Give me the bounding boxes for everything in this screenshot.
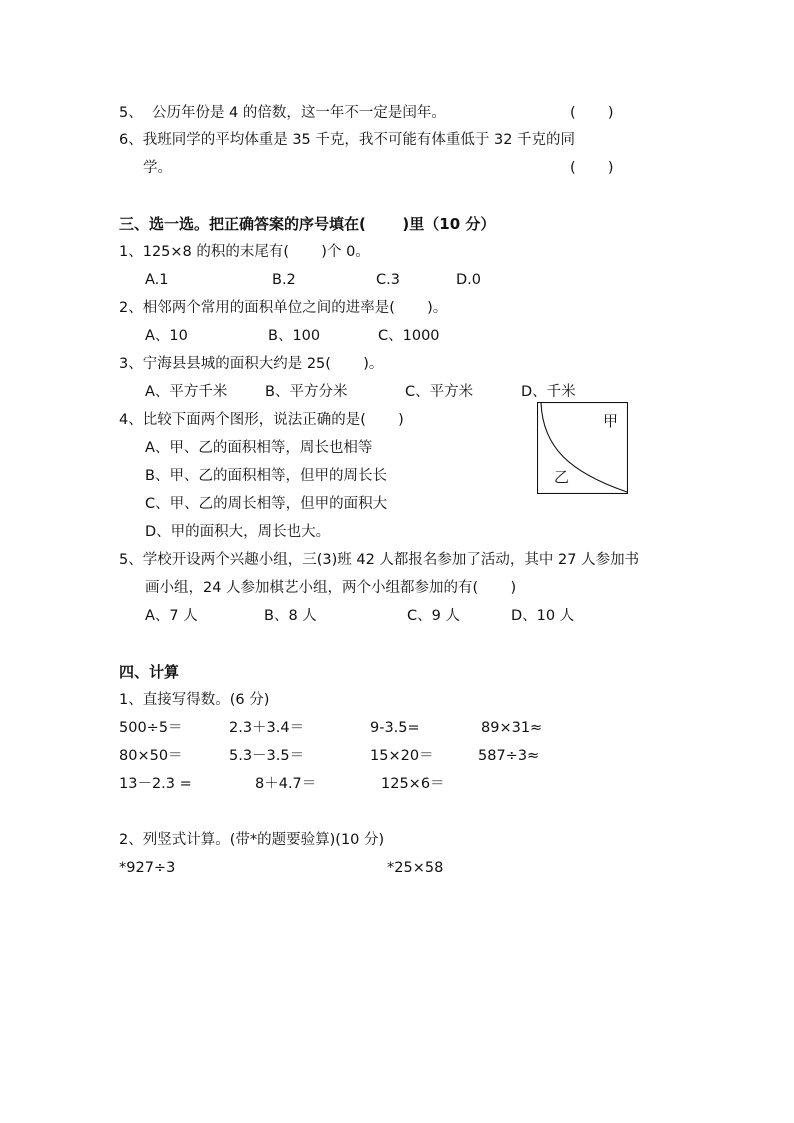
s3-q1-stem: 1、125×8 的积的末尾有( )个 0。 (119, 244, 370, 260)
s3-q5-option-d[interactable]: D、10 人 (511, 608, 575, 624)
s3-q5-option-c[interactable]: C、9 人 (407, 608, 460, 624)
s3-q3-option-c[interactable]: C、平方米 (405, 384, 474, 400)
section4-heading: 四、计算 (119, 663, 180, 681)
s4-p1-title: 1、直接写得数。(6 分) (119, 692, 270, 708)
s3-q4-option-c[interactable]: C、甲、乙的周长相等，但甲的面积大 (145, 496, 388, 512)
calc-item: 13－2.3 = (119, 776, 192, 792)
judgement-q6-answer-blank[interactable]: ( ) (570, 160, 614, 176)
s3-q3-stem: 3、宁海县县城的面积大约是 25( )。 (119, 356, 384, 372)
s3-q3-option-d[interactable]: D、千米 (521, 384, 576, 400)
s3-q4-option-b[interactable]: B、甲、乙的面积相等，但甲的周长长 (145, 468, 387, 484)
s3-q5-line1: 5、学校开设两个兴趣小组，三(3)班 42 人都报名参加了活动，其中 27 人参加书 (119, 552, 640, 568)
judgement-q6-line1: 6、我班同学的平均体重是 35 千克，我不可能有体重低于 32 千克的同 (119, 132, 576, 148)
s3-q4-option-d[interactable]: D、甲的面积大，周长也大。 (145, 524, 331, 540)
calc-item: 15×20＝ (370, 748, 434, 764)
calc-item: 2.3＋3.4＝ (229, 720, 305, 736)
s3-q4-option-a[interactable]: A、甲、乙的面积相等，周长也相等 (145, 440, 373, 456)
s3-q5-line2: 画小组，24 人参加棋艺小组，两个小组都参加的有( ) (145, 580, 517, 596)
figure-label-jia: 甲 (603, 412, 619, 430)
figure-label-yi: 乙 (554, 468, 570, 486)
section3-heading: 三、选一选。把正确答案的序号填在( )里（10 分） (119, 215, 496, 233)
s3-q1-option-c[interactable]: C.3 (376, 272, 400, 288)
s4-p2-item-1: *927÷3 (119, 860, 176, 876)
s3-q4-stem: 4、比较下面两个图形，说法正确的是( ) (119, 412, 404, 428)
s3-q1-option-b[interactable]: B.2 (272, 272, 296, 288)
s3-q2-option-b[interactable]: B、100 (268, 328, 321, 344)
s3-q1-option-d[interactable]: D.0 (456, 272, 481, 288)
s3-q2-option-c[interactable]: C、1000 (378, 328, 440, 344)
s4-p2-title: 2、列竖式计算。(带*的题要验算)(10 分) (119, 832, 385, 848)
calc-item: 587÷3≈ (478, 748, 540, 764)
judgement-q5-text: 5、 公历年份是 4 的倍数，这一年不一定是闰年。 (119, 105, 446, 121)
judgement-q6-line2: 学。 (143, 160, 172, 176)
calc-item: 9-3.5= (370, 720, 420, 736)
calc-item: 89×31≈ (481, 720, 543, 736)
calc-item: 500÷5＝ (119, 720, 183, 736)
s3-q5-option-b[interactable]: B、8 人 (264, 608, 317, 624)
calc-item: 8＋4.7＝ (255, 776, 317, 792)
s3-q2-stem: 2、相邻两个常用的面积单位之间的进率是( )。 (119, 300, 448, 316)
judgement-q5-answer-blank[interactable]: ( ) (570, 105, 614, 121)
square-figure-diagram (537, 402, 628, 494)
calc-item: 125×6＝ (381, 776, 445, 792)
s3-q3-option-a[interactable]: A、平方千米 (145, 384, 228, 400)
s3-q2-option-a[interactable]: A、10 (145, 328, 188, 344)
s3-q1-option-a[interactable]: A.1 (145, 272, 169, 288)
calc-item: 80×50＝ (119, 748, 183, 764)
calc-item: 5.3－3.5＝ (229, 748, 305, 764)
s3-q3-option-b[interactable]: B、平方分米 (265, 384, 348, 400)
s4-p2-item-2: *25×58 (387, 860, 444, 876)
s3-q5-option-a[interactable]: A、7 人 (145, 608, 198, 624)
